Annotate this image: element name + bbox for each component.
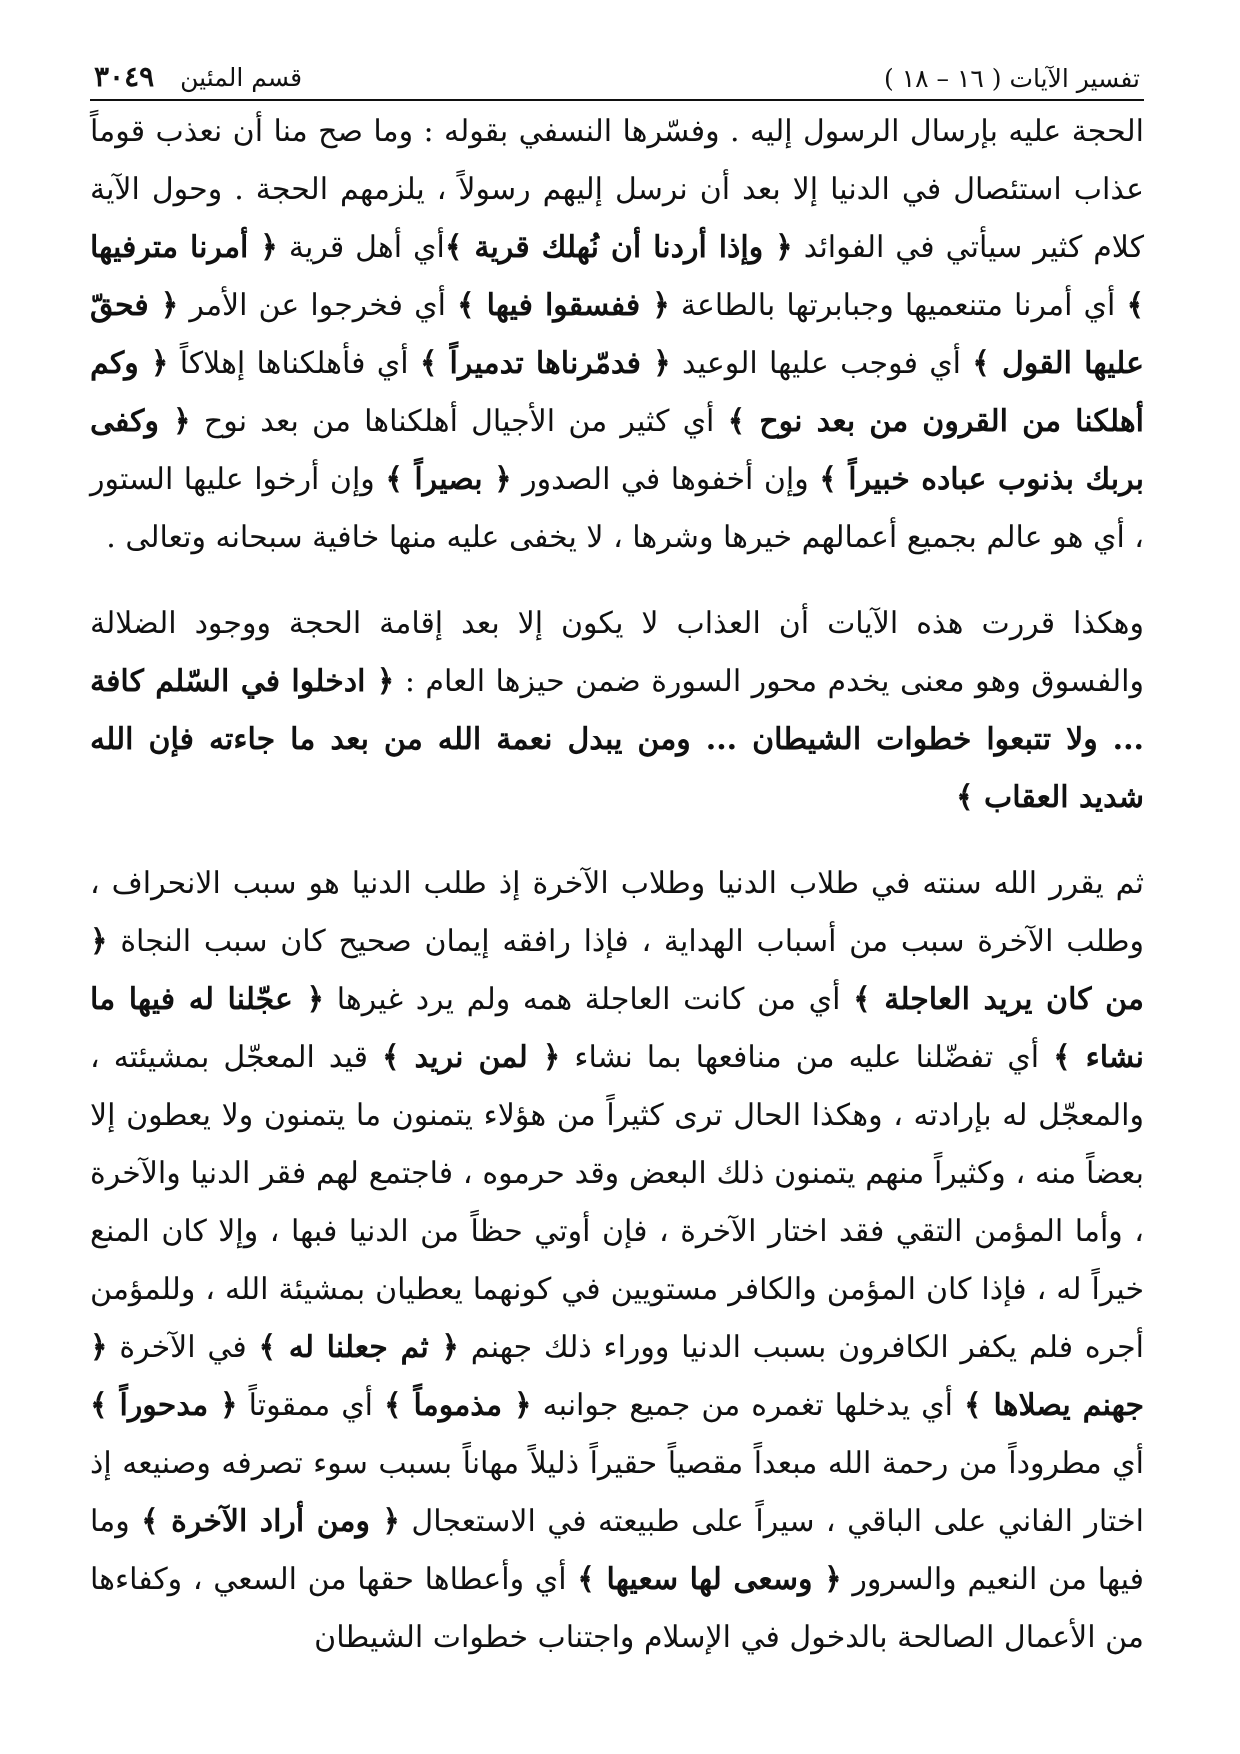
quran-quote: ﴿ فحقّ عليها القول ﴾ — [90, 288, 1145, 381]
commentary-text: الحجة عليه بإرسال الرسول إليه . وفسّرها النسفي بقوله : وما صح منا أن نعذب قوماً عذاب استئصال في الدنيا إلا بعد أن نرسل إليهم رسولاً ، يلزمهم الحجة . وحول الآية كلام كثير سيأتي في الفوائد — [90, 114, 1144, 265]
paragraph-3 — [90, 855, 1144, 1667]
quran-quote: ﴿ وكم أهلكنا من القرون من بعد نوح ﴾ — [90, 346, 1144, 439]
paragraph-2 — [90, 595, 1144, 827]
commentary-text: أي وأعطاها حقها من السعي ، وكفاءها من الأعمال الصالحة بالدخول في الإسلام واجتناب خطوات الشيطان — [90, 1562, 1144, 1655]
quran-quote: ﴿ وسعى لها سعيها ﴾ — [577, 1562, 842, 1597]
commentary-text: أي تفضّلنا عليه من منافعها بما نشاء — [560, 1040, 1054, 1075]
commentary-text: أي من كانت العاجلة همه ولم يرد غيرها — [324, 982, 854, 1017]
quran-quote: ﴿ ثم جعلنا له ﴾ — [258, 1330, 460, 1365]
quran-quote: ﴿ لمن نريد ﴾ — [382, 1040, 561, 1075]
commentary-text: وهكذا قررت هذه الآيات أن العذاب لا يكون إلا بعد إقامة الحجة ووجود الضلالة والفسوق وهو معنى يخدم محور السورة ضمن حيزها العام : — [90, 606, 1144, 699]
page-header — [90, 60, 1144, 101]
quran-quote: ﴿ من كان يريد العاجلة ﴾ — [90, 924, 1144, 1017]
header-left-group — [94, 60, 302, 93]
quran-quote: ﴿ وإذا أردنا أن نُهلك قرية ﴾ — [444, 230, 793, 265]
quran-quote: ﴿ مدحوراً ﴾ — [90, 1388, 238, 1423]
quran-quote: ﴿ أمرنا مترفيها ﴾ — [90, 230, 1145, 323]
commentary-text: أي مطروداً من رحمة الله مبعداً مقصياً حقيراً ذليلاً مهاناً بسبب سوء تصرفه وصنيعه إذ اختار الفاني على الباقي ، سيراً على طبيعته في الاستعجال — [90, 1446, 1145, 1539]
commentary-text: أي أمرنا متنعميها وجبابرتها بالطاعة — [669, 288, 1127, 323]
commentary-text: أي كثير من الأجيال أهلكناها من بعد نوح — [190, 404, 728, 439]
commentary-text: قيد المعجّل بمشيئته ، والمعجّل له بإرادته ، وهكذا الحال ترى كثيراً من هؤلاء يتمنون ما يتمنون ولا يعطون إلا بعضاً منه ، وكثيراً منهم يتمنون ذلك البعض وقد حرموه ، فاجتمع لهم فقر الدنيا والآخرة ، وأما المؤمن التقي فقد اختار الآخرة ، فإن أوتي حظاً من الدنيا فبها ، وإلا كان المنع خيراً له ، فإذا كان المؤمن والكافر مستويين في كونهما يعطيان بمشيئة الله ، وللمؤمن أجره فلم يكفر الكافرون بسبب الدنيا ووراء ذلك جهنم — [90, 1040, 1144, 1365]
running-title: تفسير الآيات ( ١٦ – ١٨ ) — [884, 64, 1140, 93]
document-page — [90, 60, 1144, 1714]
commentary-text: أي فأهلكناها إهلاكاً — [168, 346, 420, 381]
commentary-text: أي ممقوتاً — [237, 1388, 385, 1423]
page-number: ٣٠٤٩ — [94, 60, 155, 93]
commentary-text: وما فيها من النعيم والسرور — [90, 1504, 1145, 1597]
quran-quote: ﴿ عجّلنا له فيها ما نشاء ﴾ — [90, 982, 1145, 1075]
quran-quote: ﴿ ادخلوا في السّلم كافة ... ولا تتبعوا خطوات الشيطان ... ومن يبدل نعمة الله من بعد ما جاءته فإن الله شديد العقاب ﴾ — [90, 664, 1144, 815]
commentary-text: أي فخرجوا عن الأمر — [178, 288, 458, 323]
quran-quote: ﴿ بصيراً ﴾ — [385, 462, 512, 497]
commentary-text: أي أهل قرية — [277, 230, 445, 265]
commentary-text: وإن أرخوا عليها الستور ، أي هو عالم بجميع أعمالهم خيرها وشرها ، لا يخفى عليه منها خافية سبحانه وتعالى . — [90, 462, 1144, 555]
commentary-text: ثم يقرر الله سنته في طلاب الدنيا وطلاب الآخرة إذ طلب الدنيا هو سبب الانحراف ، وطلب الآخرة سبب من أسباب الهداية ، فإذا رافقه إيمان صحيح كان سبب النجاة — [90, 866, 1144, 959]
quran-quote: ﴿ فدمّرناها تدميراً ﴾ — [419, 346, 671, 381]
quran-quote: ﴿ مذموماً ﴾ — [384, 1388, 532, 1423]
quran-quote: ﴿ ومن أراد الآخرة ﴾ — [141, 1504, 400, 1539]
commentary-text: أي فوجب عليها الوعيد — [670, 346, 973, 381]
quran-quote: ﴿ ففسقوا فيها ﴾ — [457, 288, 670, 323]
commentary-text: أي يدخلها تغمره من جميع جوانبه — [531, 1388, 964, 1423]
commentary-text: في الآخرة — [107, 1330, 259, 1365]
section-name: قسم المئين — [180, 63, 303, 92]
quran-quote: ﴿ جهنم يصلاها ﴾ — [90, 1330, 1144, 1423]
paragraph-1 — [90, 103, 1144, 567]
quran-quote: ﴿ وكفى بربك بذنوب عباده خبيراً ﴾ — [90, 404, 1144, 497]
commentary-text: وإن أخفوها في الصدور — [511, 462, 820, 497]
